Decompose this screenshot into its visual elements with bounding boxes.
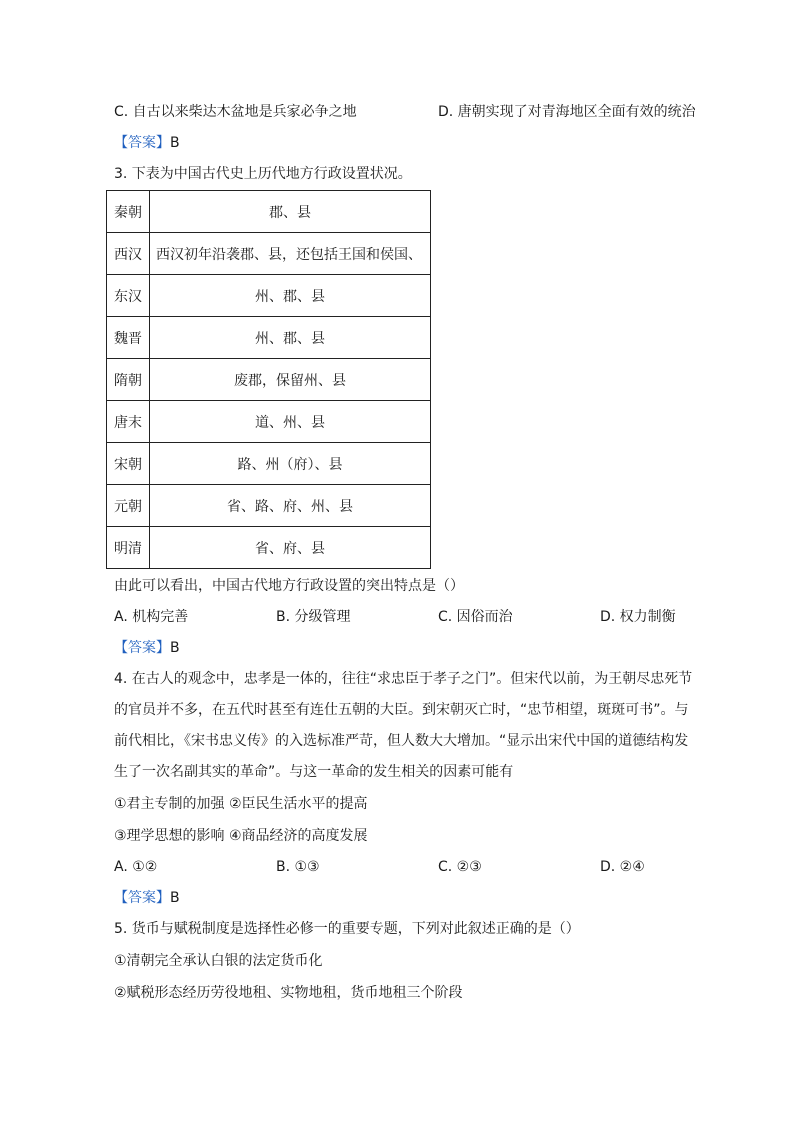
q3-option-a: A. 机构完善 [114,609,189,625]
q5-item-2: ②赋税形态经历劳役地租、实物地租，货币地租三个阶段 [114,985,463,1001]
q2-answer [114,133,180,153]
q4-option-d: D. ②④ [600,859,645,875]
q4-option-b: B. ①③ [276,859,320,875]
dynasty-cell: 西汉 [107,233,150,275]
q3-option-c: C. 因俗而治 [438,609,513,625]
answer-tag: 【答案】 [114,640,170,656]
q4-line-4: 生了一次名副其实的革命”。与这一革命的发生相关的因素可能有 [114,764,514,780]
q3-option-d: D. 权力制衡 [600,609,676,625]
q4-option-c: C. ②③ [438,859,482,875]
answer-tag: 【答案】 [114,135,170,151]
table-row [107,317,431,359]
answer-value: B [170,640,180,656]
dynasty-cell: 东汉 [107,275,150,317]
q4-answer [114,888,180,908]
q2-option-d: D. 唐朝实现了对青海地区全面有效的统治 [438,104,696,120]
system-cell: 废郡，保留州、县 [150,359,431,401]
answer-tag: 【答案】 [114,890,170,906]
q5-stem: 5. 货币与赋税制度是选择性必修一的重要专题，下列对此叙述正确的是（） [114,921,580,937]
table-row [107,359,431,401]
table-row [107,527,431,569]
system-cell: 道、州、县 [150,401,431,443]
q4-line-1: 4. 在古人的观念中，忠孝是一体的，往往“求忠臣于孝子之门”。但宋代以前，为王朝尽忠死节 [114,671,693,687]
q5-item-1: ①清朝完全承认白银的法定货币化 [114,953,323,969]
q3-option-b: B. 分级管理 [276,609,351,625]
q4-option-a: A. ①② [114,859,158,875]
dynasty-cell: 明清 [107,527,150,569]
table-row [107,401,431,443]
table-row [107,485,431,527]
q2-option-c: C. 自古以来柴达木盆地是兵家必争之地 [114,104,357,120]
q3-question: 由此可以看出，中国古代地方行政设置的突出特点是（） [114,578,464,594]
dynasty-cell: 宋朝 [107,443,150,485]
q4-line-3: 前代相比，《宋书忠义传》的入选标准严苛，但人数大大增加。“显示出宋代中国的道德结构发 [114,733,689,749]
table-row [107,233,431,275]
dynasty-cell: 秦朝 [107,191,150,233]
q4-line-2: 的官员并不多，在五代时甚至有连仕五朝的大臣。到宋朝灭亡时，“忠节相望，斑斑可书”。与 [114,702,689,718]
table-row [107,443,431,485]
system-cell: 西汉初年沿袭郡、县，还包括王国和侯国、 [150,233,431,275]
system-cell: 路、州（府）、县 [150,443,431,485]
table-row [107,191,431,233]
system-cell: 州、郡、县 [150,275,431,317]
dynasty-cell: 魏晋 [107,317,150,359]
system-cell: 省、府、县 [150,527,431,569]
system-cell: 郡、县 [150,191,431,233]
q3-answer [114,638,180,658]
table-row [107,275,431,317]
answer-value: B [170,890,180,906]
dynasty-cell: 元朝 [107,485,150,527]
answer-value: B [170,135,180,151]
q4-item-row-1: ①君主专制的加强 ②臣民生活水平的提高 [114,796,368,812]
dynasty-cell: 唐末 [107,401,150,443]
system-cell: 省、路、府、州、县 [150,485,431,527]
q4-item-row-2: ③理学思想的影响 ④商品经济的高度发展 [114,828,368,844]
system-cell: 州、郡、县 [150,317,431,359]
dynasty-cell: 隋朝 [107,359,150,401]
admin-table [106,190,431,569]
q3-stem: 3. 下表为中国古代史上历代地方行政设置状况。 [114,166,412,182]
